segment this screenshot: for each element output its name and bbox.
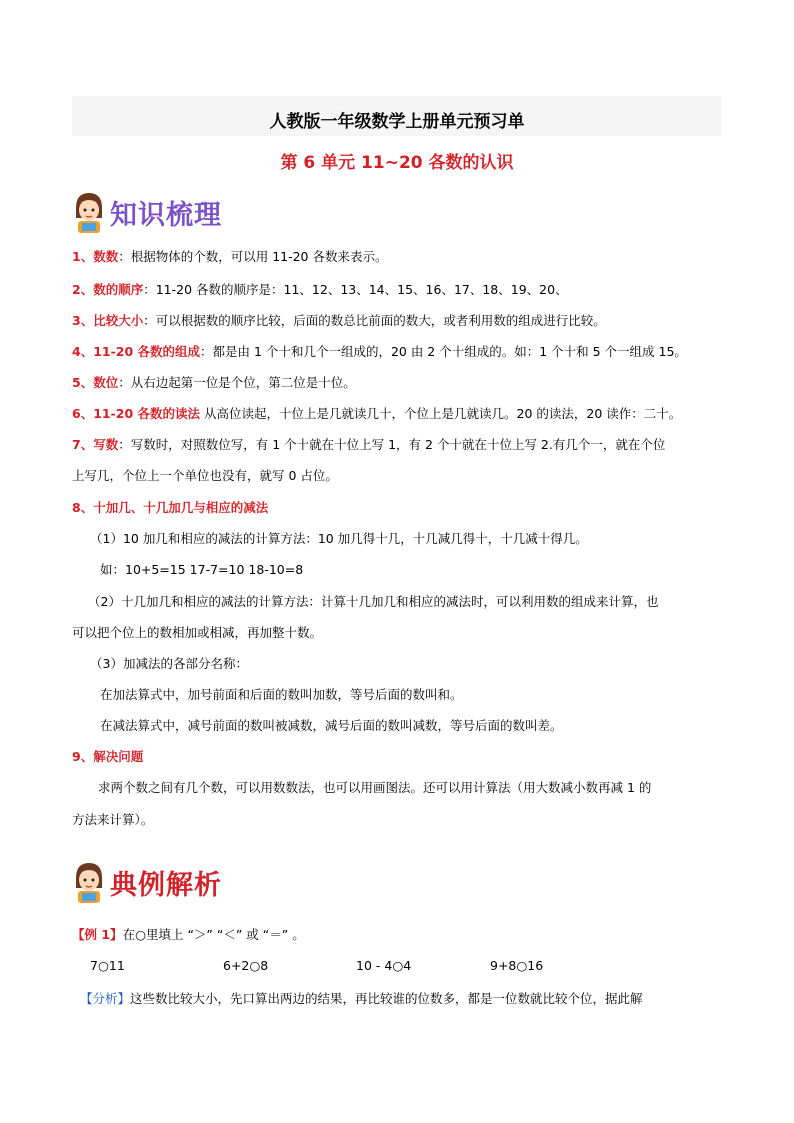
analysis-paragraph: 【分析】这些数比较大小，先口算出两边的结果，再比较谁的位数多，都是一位数就比较个位，据此解 (80, 991, 643, 1006)
list-item-continuation: 上写几，个位上一个单位也没有，就写 0 占位。 (72, 468, 338, 483)
document-title: 人教版一年级数学上册单元预习单 (269, 112, 525, 132)
list-item: 2、数的顺序：11-20 各数的顺序是：11、12、13、14、15、16、17、18、19、20、 (72, 282, 568, 297)
example-equations: 如：10+5=15 17-7=10 18-10=8 (100, 562, 304, 577)
section-heading-text: 典例解析 (110, 869, 222, 901)
list-item: 6、11-20 各数的读法 从高位读起，十位上是几就读几十，个位上是几就读几。20 的读法，20 读作：二十。 (72, 406, 682, 421)
section-heading-examples (70, 858, 222, 906)
sub-item: （3）加减法的各部分名称： (90, 656, 248, 671)
student-avatar-icon (70, 190, 108, 234)
analysis-tag: 【分析】 (80, 991, 131, 1006)
comparison-item: 7○11 (90, 958, 125, 973)
list-item: 9、解决问题 (72, 749, 144, 764)
list-item: 7、写数：写数时，对照数位写，有 1 个十就在十位上写 1，有 2 个十就在十位上写 2.有几个一，就在个位 (72, 437, 666, 452)
paragraph: 求两个数之间有几个数，可以用数数法，也可以用画图法。还可以用计算法（用大数减小数再减 1 的 (98, 780, 652, 795)
sub-item-continuation: 可以把个位上的数相加或相减，再加整十数。 (72, 625, 323, 640)
sub-item: （1）10 加几和相应的减法的计算方法：10 加几得十几，十几减几得十，十几减十得几。 (90, 531, 588, 546)
sub-item: （2）十几加几和相应的减法的计算方法：计算十几加几和相应的减法时，可以利用数的组成来计算，也 (88, 594, 659, 609)
list-item: 8、十加几、十几加几与相应的减法 (72, 500, 269, 515)
section-heading-knowledge (70, 188, 222, 236)
list-item: 5、数位：从右边起第一位是个位，第二位是十位。 (72, 375, 356, 390)
section-heading-text: 知识梳理 (110, 199, 222, 231)
student-avatar-icon (70, 860, 108, 904)
list-item: 3、比较大小：可以根据数的顺序比较，后面的数总比前面的数大，或者利用数的组成进行比较。 (72, 313, 606, 328)
sub-item-text: 在加法算式中，加号前面和后面的数叫加数，等号后面的数叫和。 (100, 687, 463, 702)
comparison-item: 10 - 4○4 (356, 958, 412, 973)
unit-subtitle: 第 6 单元 11~20 各数的认识 (280, 153, 514, 173)
example-question: 【例 1】在○里填上 “＞” “＜” 或 “＝” 。 (72, 927, 305, 942)
comparison-item: 6+2○8 (223, 958, 269, 973)
comparison-item: 9+8○16 (490, 958, 544, 973)
list-item: 1、数数：根据物体的个数，可以用 11-20 各数来表示。 (72, 249, 388, 264)
list-item: 4、11-20 各数的组成：都是由 1 个十和几个一组成的，20 由 2 个十组成的。如：1 个十和 5 个一组成 15。 (72, 344, 687, 359)
sub-item-text: 在减法算式中，减号前面的数叫被减数，减号后面的数叫减数，等号后面的数叫差。 (100, 718, 563, 733)
paragraph-continuation: 方法来计算）。 (72, 812, 154, 827)
example-tag: 【例 1】 (72, 927, 123, 942)
